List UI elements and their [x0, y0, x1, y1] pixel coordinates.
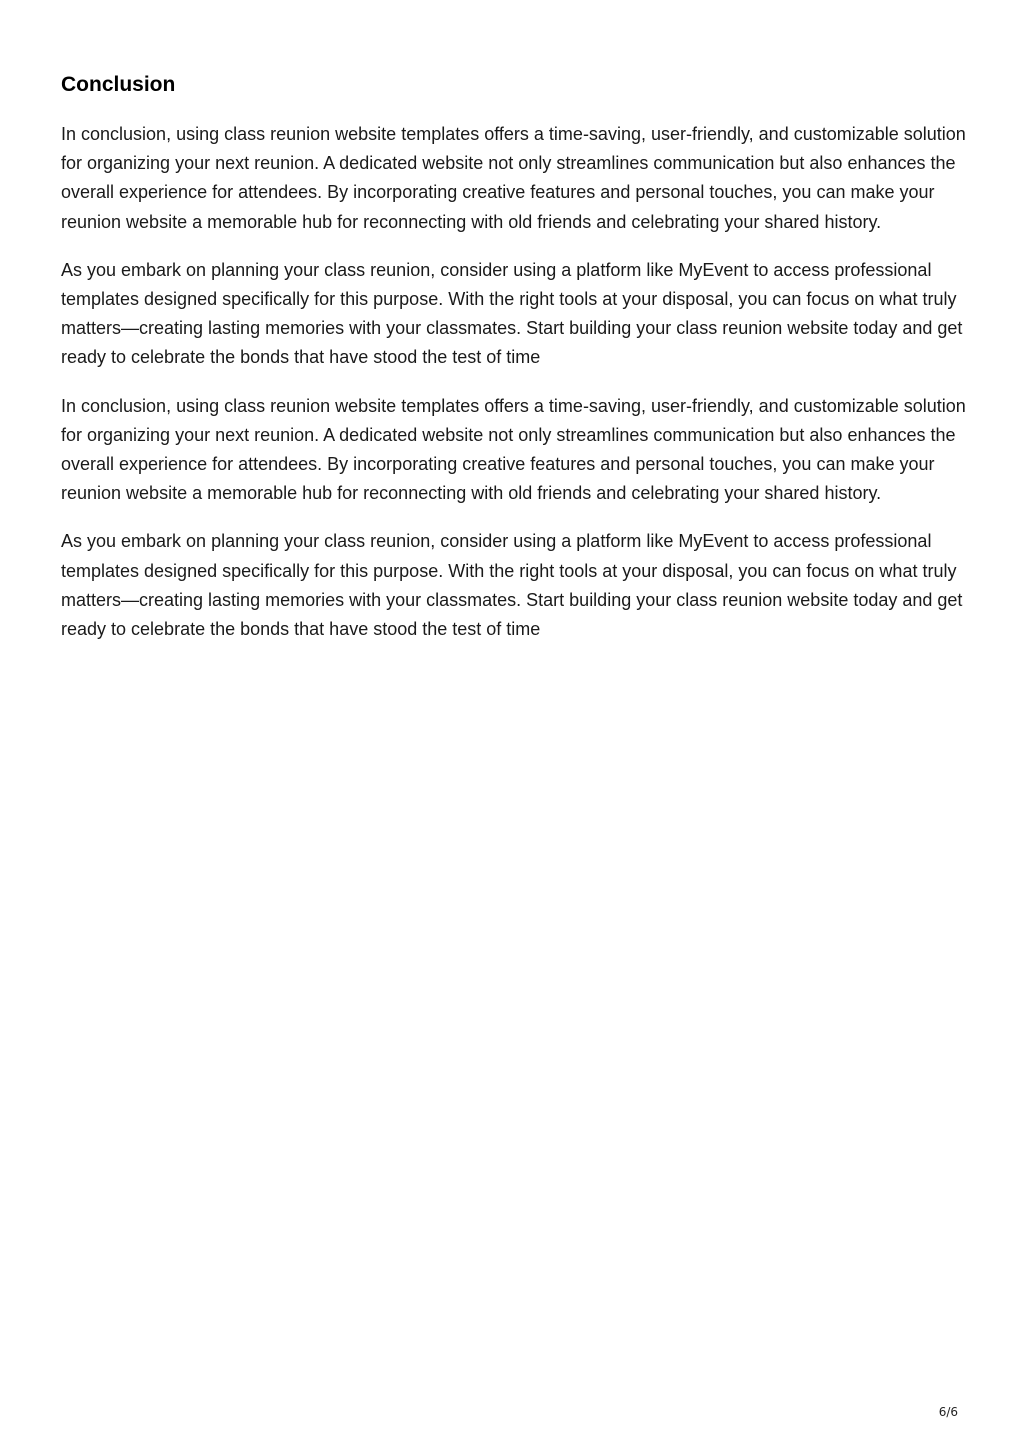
paragraph-4: As you embark on planning your class reunion, consider using a platform like MyEvent to access professional templates designed specifically for this purpose. With the right tools at your disposal, you can focus on what truly matters—creating lasting memories with your classmates. Start building your class reunion website today and get ready to celebrate the bonds that have stood the test of time [61, 531, 963, 640]
section-heading: Conclusion [61, 73, 176, 96]
paragraph-1: In conclusion, using class reunion website templates offers a time-saving, user-friendly, and customizable solution for organizing your next reunion. A dedicated website not only streamlines communication but also enhances the overall experience for attendees. By incorporating creative features and personal touches, you can make your reunion website a memorable hub for reconnecting with old friends and celebrating your shared history. [61, 124, 966, 232]
paragraph-3: In conclusion, using class reunion website templates offers a time-saving, user-friendly, and customizable solution for organizing your next reunion. A dedicated website not only streamlines communication but also enhances the overall experience for attendees. By incorporating creative features and personal touches, you can make your reunion website a memorable hub for reconnecting with old friends and celebrating your shared history. [61, 395, 966, 504]
document-page [61, 70, 967, 663]
paragraph-2: As you embark on planning your class reunion, consider using a platform like MyEvent to access professional templates designed specifically for this purpose. With the right tools at your disposal, you can focus on what truly matters—creating lasting memories with your classmates. Start building your class reunion website today and get ready to celebrate the bonds that have stood the test of time [61, 259, 963, 368]
page-number: 6/6 [938, 1405, 958, 1419]
